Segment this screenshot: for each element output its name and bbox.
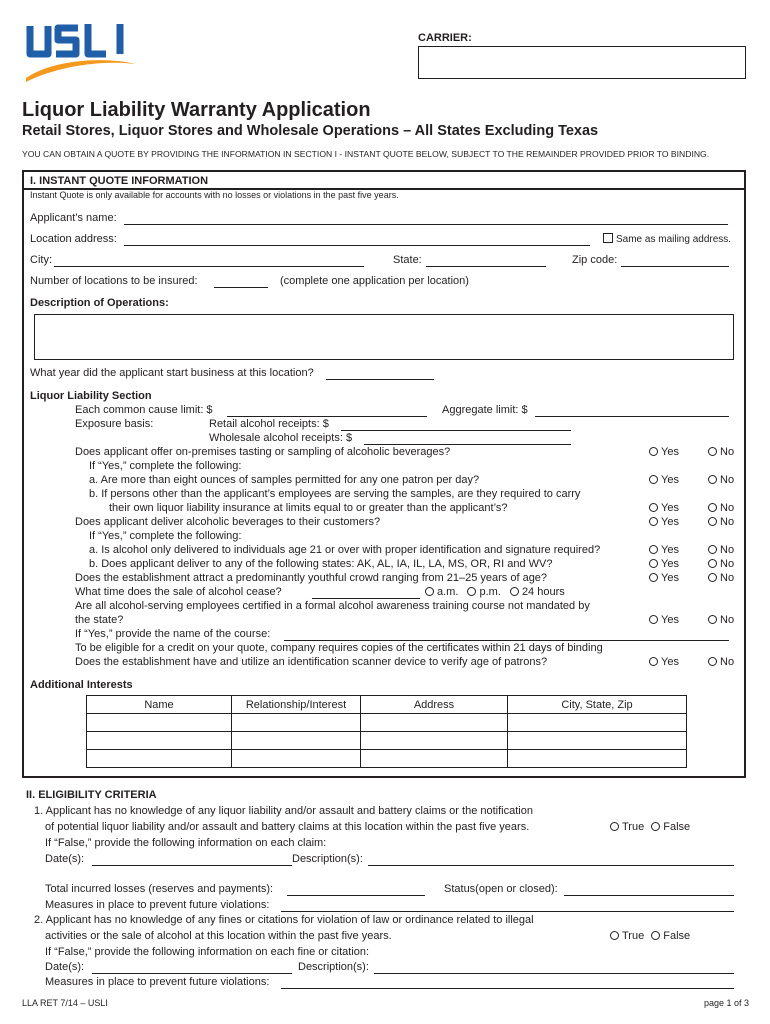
retail-receipts-field[interactable] — [341, 430, 571, 431]
fine-dates-field[interactable] — [92, 973, 292, 974]
table-row — [87, 732, 687, 750]
yes-option-delivery-a[interactable]: Yes — [649, 544, 679, 556]
true-option[interactable]: True — [610, 821, 644, 833]
yes-option-tasting-b[interactable]: Yes — [649, 502, 679, 514]
radio-icon[interactable] — [649, 503, 658, 512]
each-common-cause-field[interactable] — [227, 416, 427, 417]
year-started-label: What year did the applicant start business at this location? — [30, 367, 314, 379]
q-tasting-b: b. If persons other than the applicant’s employees are serving the samples, are they required to carry — [89, 488, 581, 500]
section-2-title: II. ELIGIBILITY CRITERIA — [26, 789, 157, 801]
sale-cease-time-field[interactable] — [312, 598, 420, 599]
no-option-delivery-b[interactable]: No — [708, 558, 734, 570]
no-option-training[interactable]: No — [708, 614, 734, 626]
radio-icon[interactable] — [649, 573, 658, 582]
radio-icon[interactable] — [708, 573, 717, 582]
q-delivery-if-yes: If “Yes,” complete the following: — [89, 530, 242, 542]
24-hours-option[interactable]: 24 hours — [510, 586, 565, 598]
additional-interests-table — [86, 695, 687, 768]
description-ops-label: Description of Operations: — [30, 297, 169, 309]
criteria-1: 1. Applicant has no knowledge of any liquor liability and/or assault and battery claims or the notification — [34, 805, 533, 817]
table-row — [87, 714, 687, 732]
no-option-delivery-a[interactable]: No — [708, 544, 734, 556]
measures-field-1[interactable] — [281, 911, 734, 912]
section-1-title: I. INSTANT QUOTE INFORMATION — [30, 175, 209, 187]
certificate-credit-note: To be eligible for a credit on your quote, company requires copies of the certificates within 21 days of binding — [75, 642, 603, 654]
liquor-section-title: Liquor Liability Section — [30, 390, 152, 402]
measures-label-1: Measures in place to prevent future violations: — [45, 899, 270, 911]
radio-icon[interactable] — [708, 615, 717, 624]
quote-notice: YOU CAN OBTAIN A QUOTE BY PROVIDING THE INFORMATION IN SECTION I - INSTANT QUOTE BELOW, SUBJECT TO THE REMAINDER PROVIDED PRIOR TO BINDING. — [22, 149, 710, 159]
criteria-1-if-false: If “False,” provide the following information on each claim: — [45, 837, 327, 849]
retail-receipts-label: Retail alcohol receipts: $ — [209, 418, 329, 430]
total-losses-label: Total incurred losses (reserves and payments): — [45, 883, 274, 895]
q-tasting-if-yes: If “Yes,” complete the following: — [89, 460, 242, 472]
radio-icon[interactable] — [649, 475, 658, 484]
radio-icon[interactable] — [467, 587, 476, 596]
radio-icon[interactable] — [649, 615, 658, 624]
num-locations-field[interactable] — [214, 287, 268, 288]
criteria-2-options — [610, 930, 690, 942]
criteria-2-if-false: If “False,” provide the following information on each fine or citation: — [45, 946, 370, 958]
applicant-name-field[interactable] — [124, 224, 728, 225]
claim-dates-label: Date(s): — [45, 853, 85, 865]
location-address-label: Location address: — [30, 233, 117, 245]
fine-description-label: Description(s): — [298, 961, 369, 973]
instant-quote-note: Instant Quote is only available for accounts with no losses or violations in the past five years. — [30, 190, 399, 200]
ai-col-address: Address — [361, 696, 508, 714]
checkbox-icon[interactable] — [603, 233, 613, 243]
form-id: LLA RET 7/14 – USLI — [22, 998, 108, 1008]
aggregate-limit-field[interactable] — [535, 416, 729, 417]
year-started-field[interactable] — [326, 379, 434, 380]
num-locations-note: (complete one application per location) — [280, 275, 469, 287]
radio-icon[interactable] — [708, 475, 717, 484]
q-sale-cease: What time does the sale of alcohol cease? — [75, 586, 282, 598]
applicant-name-label: Applicant’s name: — [30, 212, 117, 224]
radio-icon[interactable] — [708, 517, 717, 526]
false-option[interactable]: False — [651, 821, 690, 833]
radio-icon[interactable] — [651, 822, 660, 831]
radio-icon[interactable] — [649, 545, 658, 554]
radio-icon[interactable] — [651, 931, 660, 940]
no-option-tasting-b[interactable]: No — [708, 502, 734, 514]
each-common-cause-label: Each common cause limit: $ — [75, 404, 213, 416]
aggregate-limit-label: Aggregate limit: $ — [442, 404, 528, 416]
q-training-cont: the state? — [75, 614, 124, 626]
yes-option-id-scanner[interactable]: Yes — [649, 656, 679, 668]
same-as-mailing-option[interactable]: Same as mailing address. — [603, 233, 731, 245]
carrier-label: CARRIER: — [418, 32, 472, 44]
state-label: State: — [393, 254, 422, 266]
measures-field-2[interactable] — [281, 988, 734, 989]
radio-icon[interactable] — [610, 822, 619, 831]
criteria-1-options — [610, 821, 690, 833]
fine-description-field[interactable] — [374, 973, 734, 974]
pm-option[interactable]: p.m. — [467, 586, 500, 598]
yes-option-tasting[interactable]: Yes — [649, 446, 679, 458]
radio-icon[interactable] — [708, 503, 717, 512]
radio-icon[interactable] — [649, 559, 658, 568]
radio-icon[interactable] — [425, 587, 434, 596]
city-label: City: — [30, 254, 52, 266]
q-tasting-a: a. Are more than eight ounces of samples permitted for any one patron per day? — [89, 474, 480, 486]
claim-status-field[interactable] — [564, 895, 734, 896]
page-title: Liquor Liability Warranty Application — [22, 99, 371, 121]
radio-icon[interactable] — [708, 545, 717, 554]
no-option-delivery[interactable]: No — [708, 516, 734, 528]
usli-logo — [22, 20, 140, 82]
claim-status-label: Status(open or closed): — [444, 883, 558, 895]
description-ops-field[interactable] — [34, 314, 734, 360]
claim-dates-field[interactable] — [92, 865, 292, 866]
course-name-field[interactable] — [284, 640, 729, 641]
q-delivery-b: b. Does applicant deliver to any of the following states: AK, AL, IA, IL, LA, MS, OR, RI and WV? — [89, 558, 553, 570]
claim-description-label: Description(s): — [292, 853, 363, 865]
radio-icon[interactable] — [649, 517, 658, 526]
radio-icon[interactable] — [708, 559, 717, 568]
state-field[interactable] — [426, 266, 546, 267]
q-delivery: Does applicant deliver alcoholic beverages to their customers? — [75, 516, 381, 528]
false-option[interactable]: False — [651, 930, 690, 942]
yes-option-youthful[interactable]: Yes — [649, 572, 679, 584]
criteria-2: 2. Applicant has no knowledge of any fines or citations for violation of law or ordinance related to illegal — [34, 914, 534, 926]
yes-option-training[interactable]: Yes — [649, 614, 679, 626]
sale-cease-options — [425, 586, 565, 598]
zip-label: Zip code: — [572, 254, 618, 266]
wholesale-receipts-field[interactable] — [364, 444, 571, 445]
am-option[interactable]: a.m. — [425, 586, 458, 598]
claim-description-field[interactable] — [368, 865, 734, 866]
q-course-name-label: If “Yes,” provide the name of the course: — [75, 628, 271, 640]
yes-option-delivery[interactable]: Yes — [649, 516, 679, 528]
q-delivery-a: a. Is alcohol only delivered to individuals age 21 or over with proper identification and signature required? — [89, 544, 601, 556]
radio-icon[interactable] — [708, 447, 717, 456]
total-losses-field[interactable] — [287, 895, 425, 896]
yes-option-tasting-a[interactable]: Yes — [649, 474, 679, 486]
radio-icon[interactable] — [649, 447, 658, 456]
page-subtitle: Retail Stores, Liquor Stores and Wholesale Operations – All States Excluding Texas — [22, 123, 599, 139]
exposure-basis-label: Exposure basis: — [75, 418, 154, 430]
radio-icon[interactable] — [708, 657, 717, 666]
fine-dates-label: Date(s): — [45, 961, 85, 973]
no-option-tasting[interactable]: No — [708, 446, 734, 458]
q-training: Are all alcohol-serving employees certified in a formal alcohol awareness training course not mandated by — [75, 600, 590, 612]
no-option-tasting-a[interactable]: No — [708, 474, 734, 486]
no-option-id-scanner[interactable]: No — [708, 656, 734, 668]
no-option-youthful[interactable]: No — [708, 572, 734, 584]
ai-col-relationship: Relationship/Interest — [232, 696, 361, 714]
measures-label-2: Measures in place to prevent future violations: — [45, 976, 270, 988]
table-row — [87, 750, 687, 768]
ai-col-name: Name — [87, 696, 232, 714]
ai-col-city-state-zip: City, State, Zip — [508, 696, 687, 714]
radio-icon[interactable] — [610, 931, 619, 940]
q-tasting: Does applicant offer on-premises tasting or sampling of alcoholic beverages? — [75, 446, 451, 458]
yes-option-delivery-b[interactable]: Yes — [649, 558, 679, 570]
location-address-field[interactable] — [124, 245, 590, 246]
q-tasting-b-cont: their own liquor liability insurance at limits equal to or greater than the applicant’s? — [109, 502, 508, 514]
additional-interests-title: Additional Interests — [30, 679, 133, 691]
page-number: page 1 of 3 — [704, 998, 750, 1008]
q-id-scanner: Does the establishment have and utilize an identification scanner device to verify age of patrons? — [75, 656, 548, 668]
criteria-1-cont: of potential liquor liability and/or assault and battery claims at this location within the past five years. — [45, 821, 530, 833]
criteria-2-cont: activities or the sale of alcohol at this location within the past five years. — [45, 930, 392, 942]
num-locations-label: Number of locations to be insured: — [30, 275, 198, 287]
zip-field[interactable] — [621, 266, 729, 267]
radio-icon[interactable] — [649, 657, 658, 666]
radio-icon[interactable] — [510, 587, 519, 596]
city-field[interactable] — [54, 266, 364, 267]
wholesale-receipts-label: Wholesale alcohol receipts: $ — [209, 432, 353, 444]
true-option[interactable]: True — [610, 930, 644, 942]
q-youthful: Does the establishment attract a predominantly youthful crowd ranging from 21–25 years of age? — [75, 572, 548, 584]
carrier-field[interactable] — [418, 46, 746, 79]
